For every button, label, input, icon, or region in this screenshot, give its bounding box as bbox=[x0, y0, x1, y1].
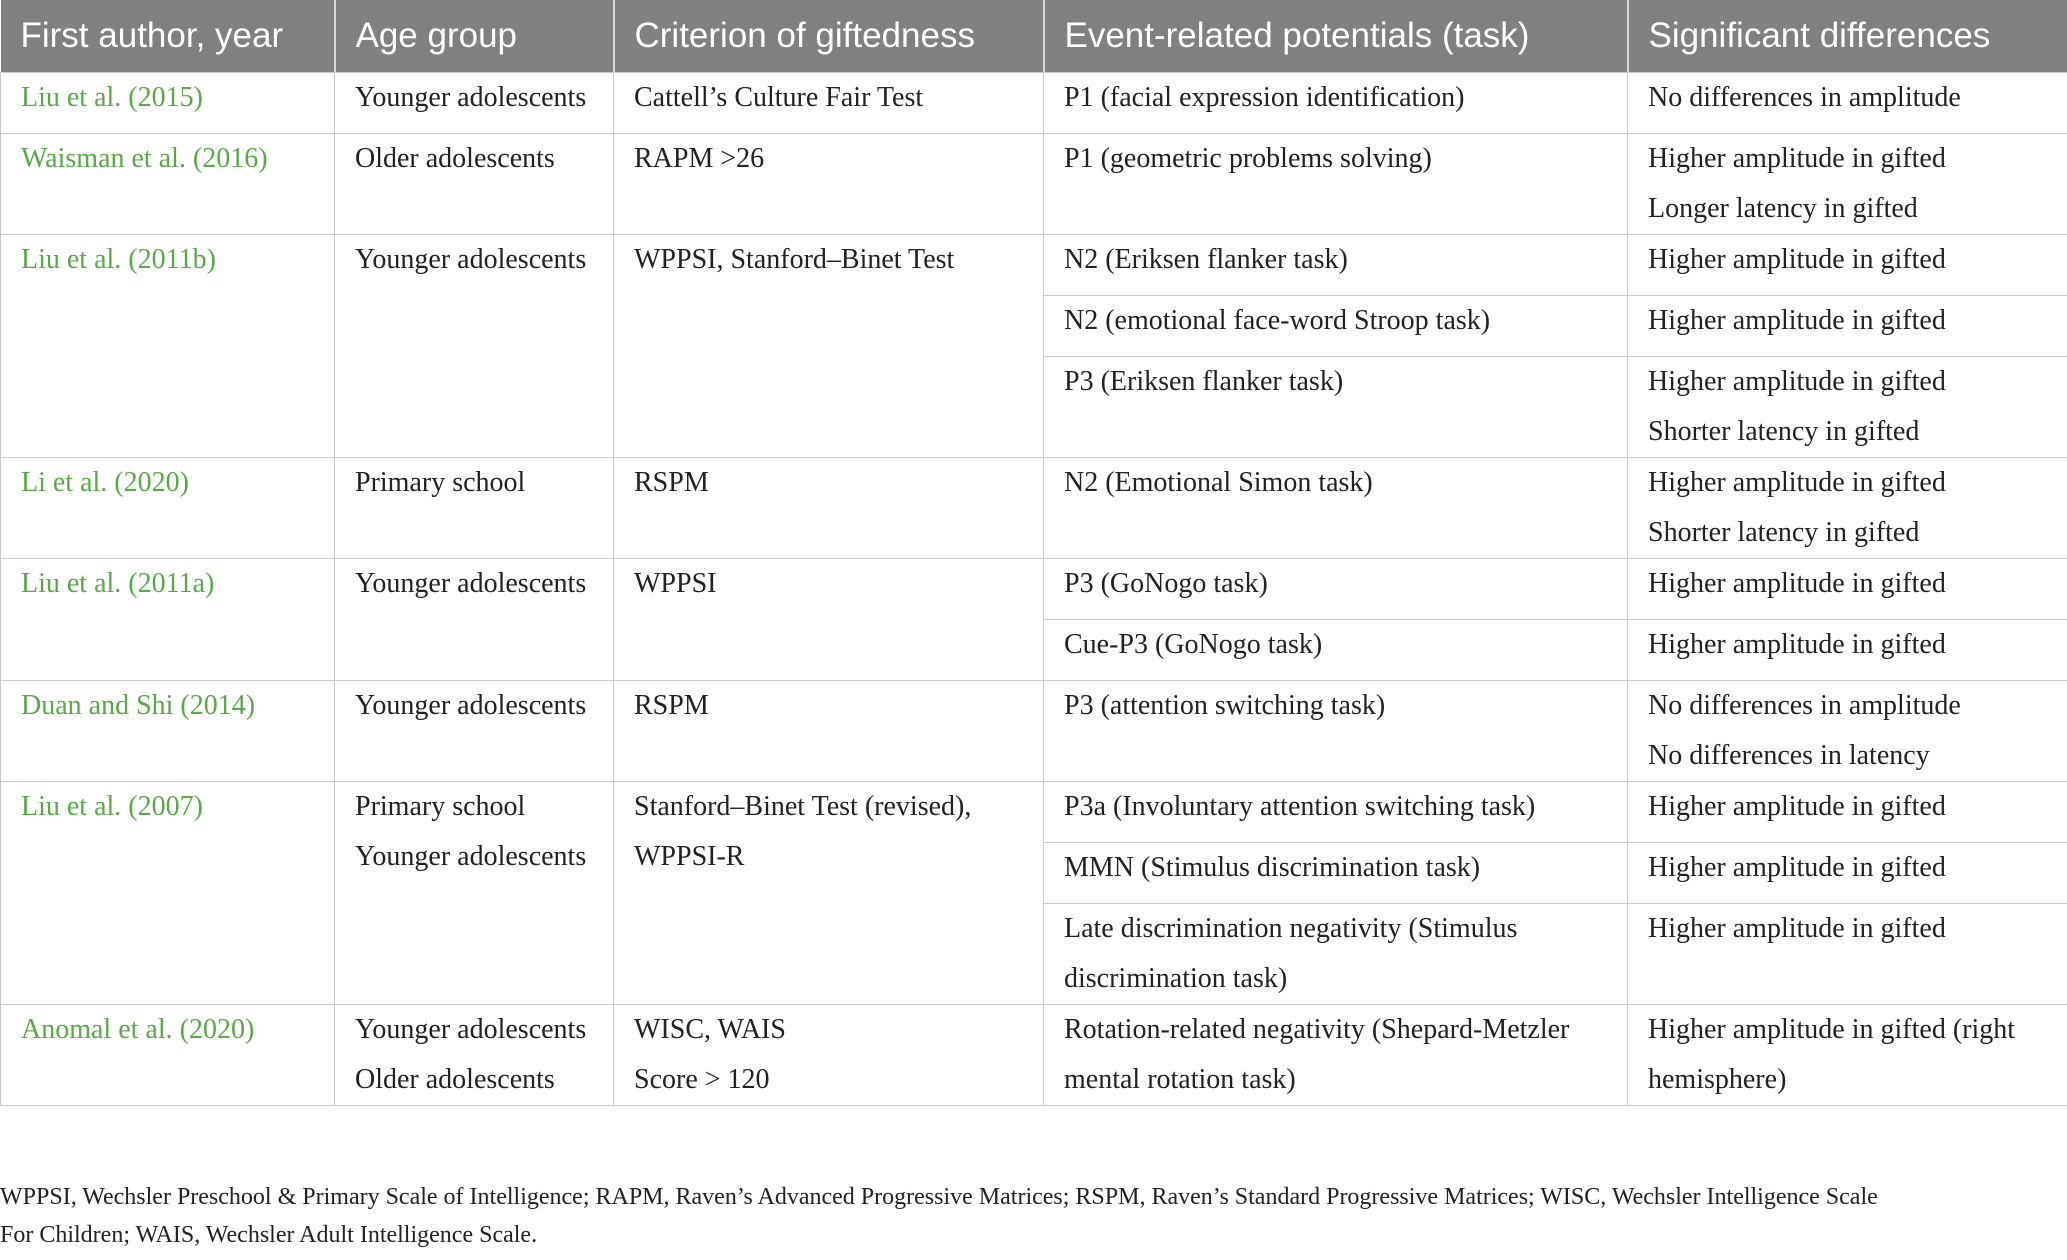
erp-cell: N2 (Emotional Simon task) bbox=[1044, 458, 1628, 559]
difference-cell: Higher amplitude in gifted bbox=[1628, 559, 2067, 620]
author-link[interactable]: Li et al. (2020) bbox=[1, 458, 335, 559]
age-group-cell: Younger adolescents bbox=[335, 235, 614, 458]
difference-cell: Higher amplitude in gifted bbox=[1628, 782, 2067, 843]
header-criterion: Criterion of giftedness bbox=[614, 0, 1044, 73]
difference-cell: Higher amplitude in gifted bbox=[1628, 235, 2067, 296]
criterion-cell: WPPSI, Stanford–Binet Test bbox=[614, 235, 1044, 458]
criterion-cell: Stanford–Binet Test (revised), WPPSI-R bbox=[614, 782, 1044, 1005]
age-group-cell: Younger adolescents Older adolescents bbox=[335, 1005, 614, 1106]
author-link[interactable]: Liu et al. (2011a) bbox=[1, 559, 335, 681]
criterion-cell: RAPM >26 bbox=[614, 134, 1044, 235]
erp-cell: N2 (Eriksen flanker task) bbox=[1044, 235, 1628, 296]
header-erp: Event-related potentials (task) bbox=[1044, 0, 1628, 73]
criterion-cell: WPPSI bbox=[614, 559, 1044, 681]
erp-cell: P3 (Eriksen flanker task) bbox=[1044, 357, 1628, 458]
erp-cell: P3a (Involuntary attention switching task) bbox=[1044, 782, 1628, 843]
difference-cell: No differences in amplitude bbox=[1628, 73, 2067, 134]
erp-cell: P3 (attention switching task) bbox=[1044, 681, 1628, 782]
header-row bbox=[1, 0, 2067, 73]
erp-cell: P1 (geometric problems solving) bbox=[1044, 134, 1628, 235]
table-row bbox=[1, 782, 2067, 843]
table-row bbox=[1, 681, 2067, 782]
author-link[interactable]: Liu et al. (2007) bbox=[1, 782, 335, 1005]
erp-cell: Late discrimination negativity (Stimulus discrimination task) bbox=[1044, 904, 1628, 1005]
difference-cell: Higher amplitude in gifted bbox=[1628, 904, 2067, 1005]
table-row bbox=[1, 73, 2067, 134]
difference-cell: Higher amplitude in gifted bbox=[1628, 296, 2067, 357]
age-group-cell: Younger adolescents bbox=[335, 73, 614, 134]
age-group-cell: Primary school bbox=[335, 458, 614, 559]
criterion-cell: RSPM bbox=[614, 681, 1044, 782]
difference-cell: Higher amplitude in gifted Shorter latency in gifted bbox=[1628, 458, 2067, 559]
erp-cell: N2 (emotional face-word Stroop task) bbox=[1044, 296, 1628, 357]
header-age-group: Age group bbox=[335, 0, 614, 73]
age-group-cell: Primary school Younger adolescents bbox=[335, 782, 614, 1005]
table-row bbox=[1, 235, 2067, 296]
erp-cell: P1 (facial expression identification) bbox=[1044, 73, 1628, 134]
erp-cell: MMN (Stimulus discrimination task) bbox=[1044, 843, 1628, 904]
author-link[interactable]: Liu et al. (2011b) bbox=[1, 235, 335, 458]
difference-cell: Higher amplitude in gifted Longer latency in gifted bbox=[1628, 134, 2067, 235]
author-link[interactable]: Liu et al. (2015) bbox=[1, 73, 335, 134]
header-differences: Significant differences bbox=[1628, 0, 2067, 73]
table-row bbox=[1, 559, 2067, 620]
difference-cell: Higher amplitude in gifted (right hemisphere) bbox=[1628, 1005, 2067, 1106]
erp-cell: P3 (GoNogo task) bbox=[1044, 559, 1628, 620]
footnote-line: WPPSI, Wechsler Preschool & Primary Scale of Intelligence; RAPM, Raven’s Advanced Progressive Matrices; RSPM, Raven’s Standard Progressive Matrices; WISC, Wechsler Intelligence Scale bbox=[0, 1184, 1878, 1210]
author-link[interactable]: Waisman et al. (2016) bbox=[1, 134, 335, 235]
age-group-cell: Younger adolescents bbox=[335, 559, 614, 681]
table-footnote bbox=[0, 1178, 2060, 1254]
author-link[interactable]: Duan and Shi (2014) bbox=[1, 681, 335, 782]
difference-cell: No differences in amplitude No differences in latency bbox=[1628, 681, 2067, 782]
criterion-cell: RSPM bbox=[614, 458, 1044, 559]
difference-cell: Higher amplitude in gifted bbox=[1628, 843, 2067, 904]
difference-cell: Higher amplitude in gifted bbox=[1628, 620, 2067, 681]
erp-cell: Cue-P3 (GoNogo task) bbox=[1044, 620, 1628, 681]
criterion-cell: Cattell’s Culture Fair Test bbox=[614, 73, 1044, 134]
table-row bbox=[1, 458, 2067, 559]
age-group-cell: Older adolescents bbox=[335, 134, 614, 235]
author-link[interactable]: Anomal et al. (2020) bbox=[1, 1005, 335, 1106]
age-group-cell: Younger adolescents bbox=[335, 681, 614, 782]
table-row bbox=[1, 1005, 2067, 1106]
erp-cell: Rotation-related negativity (Shepard-Metzler mental rotation task) bbox=[1044, 1005, 1628, 1106]
header-author: First author, year bbox=[1, 0, 335, 73]
difference-cell: Higher amplitude in gifted Shorter latency in gifted bbox=[1628, 357, 2067, 458]
table-row bbox=[1, 134, 2067, 235]
criterion-cell: WISC, WAIS Score > 120 bbox=[614, 1005, 1044, 1106]
footnote-line: For Children; WAIS, Wechsler Adult Intelligence Scale. bbox=[0, 1222, 538, 1248]
